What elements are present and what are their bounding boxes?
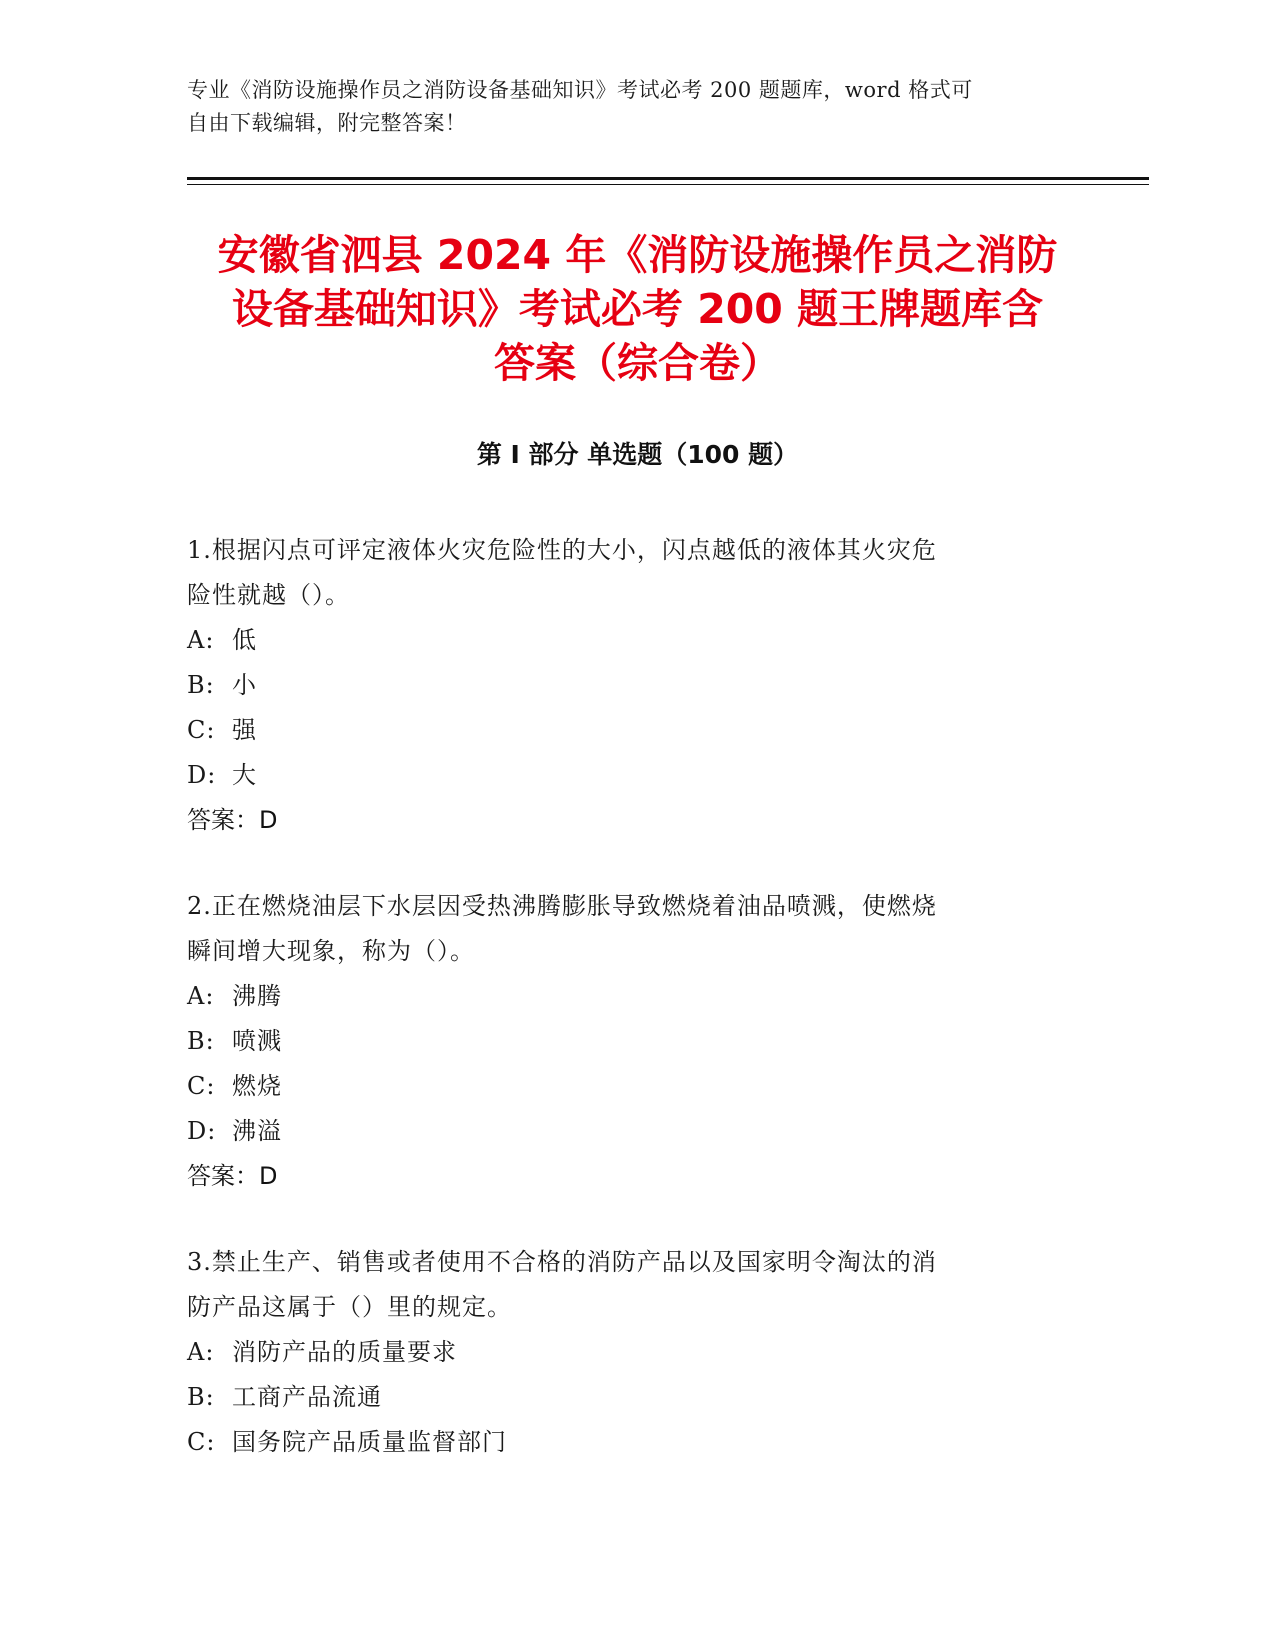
header-note-line-2: 自由下载编辑，附完整答案！ — [187, 111, 467, 135]
option-text: 燃烧 — [232, 1072, 282, 1100]
question-stem — [187, 1240, 1067, 1330]
question-stem-line: 防产品这属于（）里的规定。 — [187, 1293, 512, 1321]
option-key: C: — [187, 716, 216, 744]
option-a — [187, 1330, 1067, 1375]
option-c — [187, 708, 1067, 753]
option-text: 国务院产品质量监督部门 — [232, 1428, 507, 1456]
option-d — [187, 1109, 1067, 1154]
option-b — [187, 663, 1067, 708]
option-key: A: — [187, 982, 215, 1010]
option-key: A: — [187, 1338, 215, 1366]
option-key: D: — [187, 761, 217, 789]
question-stem-line: 险性就越（）。 — [187, 581, 350, 609]
option-key: B: — [187, 1383, 215, 1411]
question-stem-line: 1.根据闪点可评定液体火灾危险性的大小，闪点越低的液体其火灾危 — [187, 536, 937, 564]
question-list — [187, 528, 1067, 1506]
question-stem — [187, 884, 1067, 974]
answer-line: 答案：D — [187, 806, 278, 834]
option-text: 喷溅 — [232, 1027, 282, 1055]
header-divider-thin — [187, 184, 1149, 185]
option-a — [187, 618, 1067, 663]
document-title-line-1: 安徽省泗县 2024 年《消防设施操作员之消防 — [217, 231, 1058, 279]
question-1 — [187, 528, 1067, 843]
option-d — [187, 753, 1067, 798]
question-2 — [187, 884, 1067, 1199]
option-key: B: — [187, 1027, 215, 1055]
answer-line: 答案：D — [187, 1162, 278, 1190]
option-key: C: — [187, 1072, 216, 1100]
header-note — [187, 74, 1067, 140]
option-text: 工商产品流通 — [232, 1383, 382, 1411]
option-key: A: — [187, 626, 215, 654]
header-note-line-1: 专业《消防设施操作员之消防设备基础知识》考试必考 200 题题库，word 格式可 — [187, 78, 973, 102]
document-title-line-3: 答案（综合卷） — [494, 339, 781, 387]
question-3 — [187, 1240, 1067, 1465]
option-key: C: — [187, 1428, 216, 1456]
option-a — [187, 974, 1067, 1019]
option-c — [187, 1064, 1067, 1109]
option-text: 沸溢 — [232, 1117, 282, 1145]
option-b — [187, 1019, 1067, 1064]
question-stem-line: 瞬间增大现象，称为（）。 — [187, 937, 475, 965]
question-stem — [187, 528, 1067, 618]
option-text: 小 — [232, 671, 257, 699]
option-text: 沸腾 — [232, 982, 282, 1010]
option-text: 消防产品的质量要求 — [232, 1338, 457, 1366]
question-stem-line: 3.禁止生产、销售或者使用不合格的消防产品以及国家明令淘汰的消 — [187, 1248, 937, 1276]
option-key: B: — [187, 671, 215, 699]
option-text: 强 — [232, 716, 257, 744]
option-b — [187, 1375, 1067, 1420]
option-c — [187, 1420, 1067, 1465]
section-title: 第 I 部分 单选题（100 题） — [476, 440, 799, 469]
question-stem-line: 2.正在燃烧油层下水层因受热沸腾膨胀导致燃烧着油品喷溅，使燃烧 — [187, 892, 937, 920]
option-text: 大 — [232, 761, 257, 789]
document-title-line-2: 设备基础知识》考试必考 200 题王牌题库含 — [231, 285, 1044, 333]
document-title — [160, 228, 1115, 390]
option-key: D: — [187, 1117, 217, 1145]
option-text: 低 — [232, 626, 257, 654]
header-divider-thick — [187, 177, 1149, 180]
